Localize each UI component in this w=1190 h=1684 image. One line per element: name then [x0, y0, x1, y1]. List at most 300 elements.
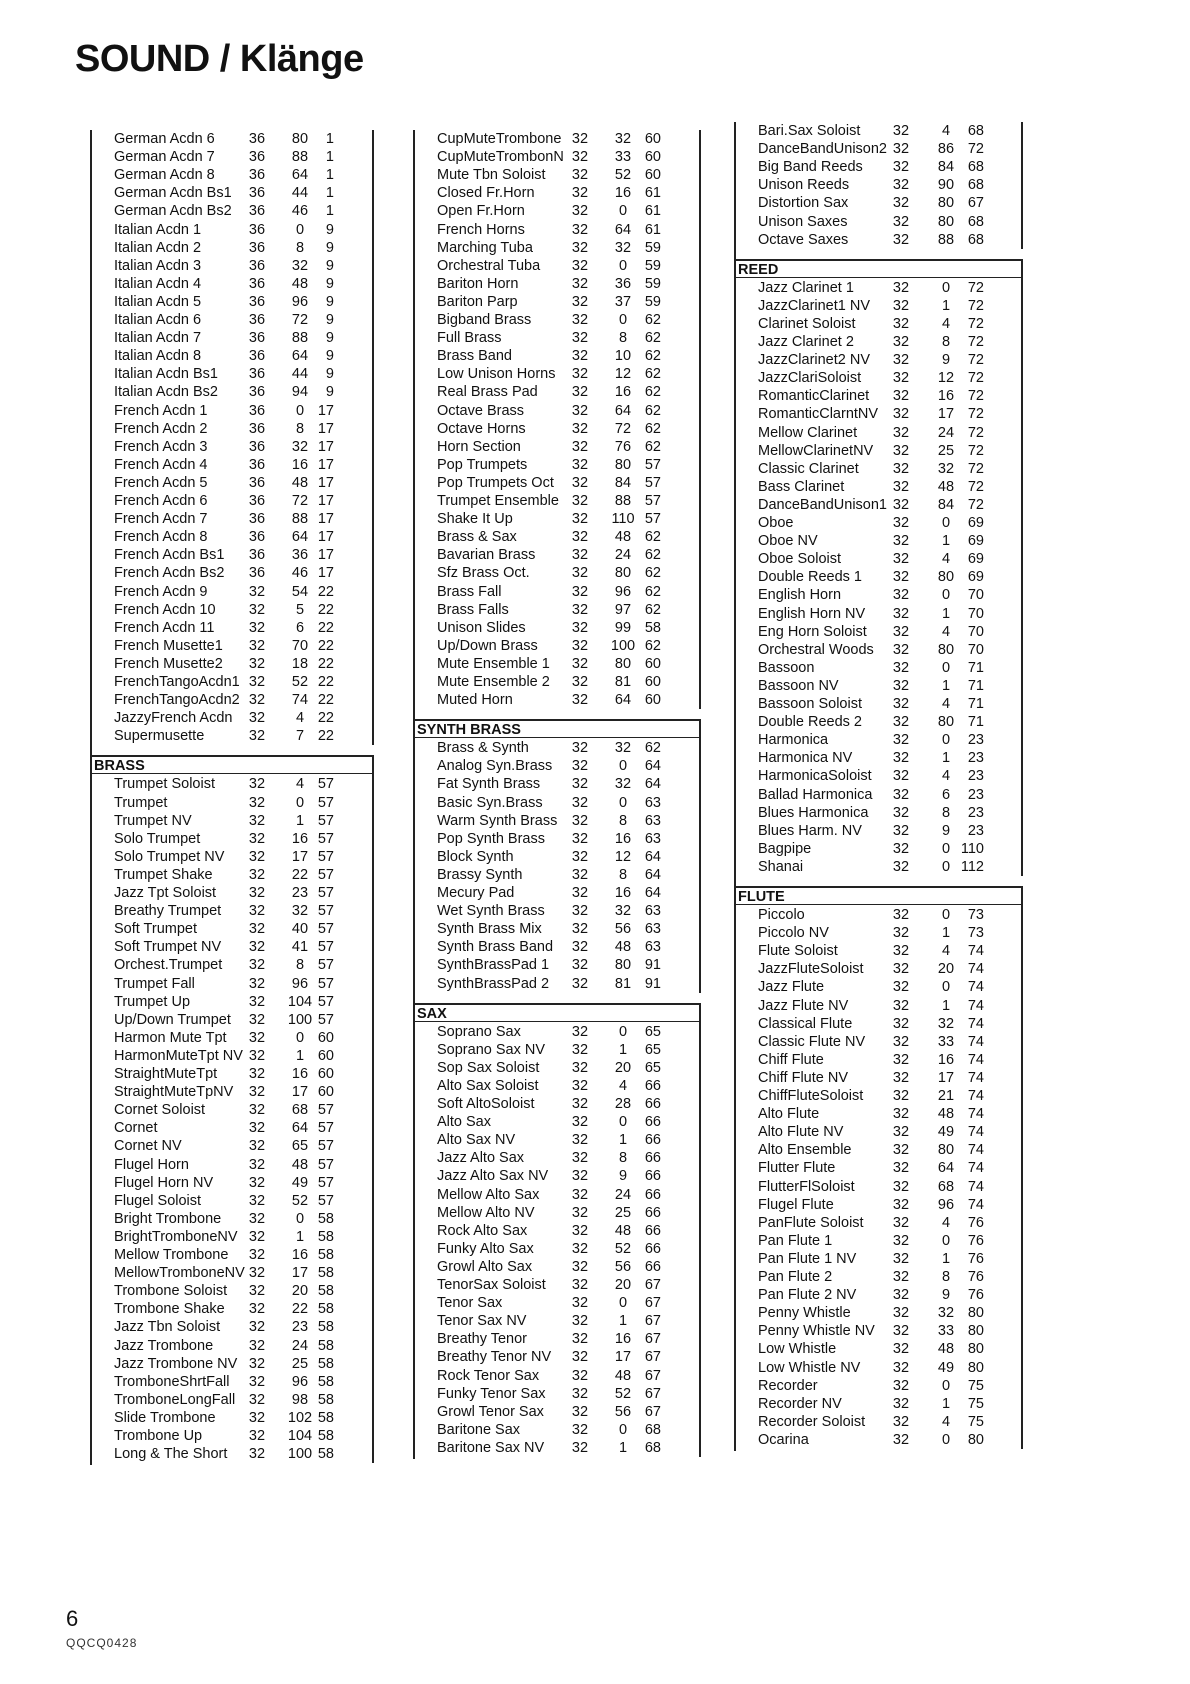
voice-name: Unison Slides — [437, 619, 526, 636]
voice-name: Marching Tuba — [437, 239, 533, 256]
lsb-value: 84 — [937, 159, 955, 176]
program-number: 17 — [317, 456, 334, 473]
lsb-value: 8 — [618, 1150, 628, 1167]
section-right-border — [415, 719, 701, 992]
voice-name: Soft AltoSoloist — [437, 1096, 535, 1112]
lsb-value: 0 — [941, 858, 951, 875]
lsb-value: 44 — [291, 185, 309, 202]
lsb-value: 1 — [941, 533, 951, 550]
program-number: 59 — [644, 275, 661, 292]
msb-value: 32 — [248, 1301, 266, 1318]
voice-name: Breathy Tenor NV — [437, 1349, 552, 1366]
msb-value: 32 — [892, 1250, 910, 1267]
msb-value: 32 — [571, 456, 589, 473]
lsb-value: 4 — [618, 1077, 628, 1094]
msb-value: 32 — [892, 123, 910, 139]
voice-name: Penny Whistle NV — [758, 1323, 875, 1340]
msb-value: 32 — [571, 921, 589, 938]
lsb-value: 16 — [614, 885, 632, 901]
voice-name: French Acdn Bs2 — [114, 565, 225, 582]
lsb-value: 52 — [614, 167, 632, 184]
lsb-value: 48 — [291, 275, 309, 292]
lsb-value: 0 — [941, 659, 951, 676]
program-number: 22 — [317, 583, 334, 600]
program-number: 22 — [317, 601, 334, 618]
program-number: 62 — [644, 740, 661, 757]
lsb-value: 0 — [295, 794, 305, 811]
msb-value: 32 — [571, 239, 589, 256]
voice-name: Jazz Flute NV — [758, 997, 849, 1014]
msb-value: 32 — [892, 213, 910, 230]
msb-value: 32 — [248, 794, 266, 811]
msb-value: 32 — [892, 925, 910, 942]
lsb-value: 4 — [941, 768, 951, 785]
program-number: 61 — [644, 185, 661, 202]
program-number: 68 — [967, 231, 984, 248]
program-number: 71 — [967, 659, 984, 676]
program-number: 68 — [967, 159, 984, 176]
voice-name: German Acdn 8 — [114, 167, 215, 184]
msb-value: 32 — [892, 533, 910, 550]
program-number: 1 — [325, 185, 334, 202]
lsb-value: 0 — [618, 794, 628, 811]
lsb-value: 48 — [614, 939, 632, 956]
voice-name: Pop Trumpets Oct — [437, 474, 554, 491]
msb-value: 32 — [892, 907, 910, 923]
msb-value: 32 — [248, 1355, 266, 1372]
lsb-value: 32 — [614, 239, 632, 256]
voice-name: Ocarina — [758, 1431, 809, 1448]
msb-value: 32 — [248, 1337, 266, 1354]
voice-name: Open Fr.Horn — [437, 203, 525, 220]
voice-name: Distortion Sax — [758, 195, 849, 212]
program-number: 69 — [967, 569, 984, 586]
program-number: 23 — [967, 804, 984, 821]
program-number: 58 — [317, 1319, 334, 1336]
lsb-value: 17 — [614, 1349, 632, 1366]
voice-name: FrenchTangoAcdn2 — [114, 692, 240, 709]
lsb-value: 20 — [291, 1283, 309, 1300]
msb-value: 32 — [248, 619, 266, 636]
program-number: 60 — [644, 131, 661, 147]
msb-value: 32 — [571, 330, 589, 347]
lsb-value: 96 — [291, 1373, 309, 1390]
lsb-value: 81 — [614, 674, 632, 690]
program-number: 66 — [644, 1114, 661, 1131]
voice-name: Low Whistle NV — [758, 1359, 861, 1376]
voice-name: Tenor Sax — [437, 1295, 503, 1312]
program-number: 60 — [644, 149, 661, 166]
voice-name: Jazz Tpt Soloist — [114, 885, 217, 901]
voice-name: Brass Fall — [437, 583, 502, 600]
voice-name: Pop Synth Brass — [437, 830, 545, 847]
msb-value: 32 — [248, 1391, 266, 1408]
voice-name: Unison Saxes — [758, 213, 848, 230]
program-number: 57 — [317, 1192, 334, 1209]
program-number: 74 — [967, 997, 984, 1014]
program-number: 58 — [317, 1428, 334, 1444]
program-number: 68 — [644, 1439, 661, 1456]
msb-value: 32 — [571, 1313, 589, 1330]
voice-name: Cornet NV — [114, 1138, 182, 1155]
program-number: 74 — [967, 979, 984, 996]
msb-value: 32 — [248, 674, 266, 690]
voice-name: Bariton Parp — [437, 293, 518, 310]
lsb-value: 1 — [295, 812, 305, 829]
program-number: 58 — [317, 1301, 334, 1318]
program-number: 73 — [967, 925, 984, 942]
program-number: 66 — [644, 1186, 661, 1203]
section-right-border — [415, 1003, 701, 1457]
lsb-value: 88 — [937, 231, 955, 248]
lsb-value: 4 — [941, 696, 951, 712]
program-number: 58 — [644, 619, 661, 636]
msb-value: 36 — [248, 420, 266, 437]
msb-value: 32 — [892, 177, 910, 194]
msb-value: 32 — [248, 1156, 266, 1173]
program-number: 67 — [644, 1277, 661, 1293]
voice-name: Alto Ensemble — [758, 1142, 852, 1159]
msb-value: 32 — [571, 1186, 589, 1203]
voice-name: Recorder — [758, 1377, 818, 1394]
lsb-value: 68 — [291, 1102, 309, 1119]
voice-name: French Acdn 5 — [114, 474, 208, 491]
program-number: 9 — [325, 366, 334, 383]
voice-name: Long & The Short — [114, 1446, 228, 1463]
program-number: 91 — [644, 957, 661, 974]
voice-name: French Acdn 4 — [114, 456, 208, 473]
voice-name: French Musette1 — [114, 637, 223, 654]
voice-name: Mecury Pad — [437, 885, 515, 901]
program-number: 65 — [644, 1041, 661, 1058]
msb-value: 32 — [571, 1168, 589, 1185]
msb-value: 32 — [892, 1323, 910, 1340]
lsb-value: 96 — [937, 1196, 955, 1213]
page-number: 6 — [66, 1606, 79, 1631]
lsb-value: 8 — [295, 239, 305, 256]
msb-value: 32 — [892, 696, 910, 712]
lsb-value: 1 — [941, 297, 951, 314]
lsb-value: 52 — [614, 1240, 632, 1257]
msb-value: 32 — [248, 993, 266, 1010]
program-number: 91 — [644, 975, 661, 992]
lsb-value: 5 — [295, 601, 305, 618]
msb-value: 32 — [248, 1210, 266, 1227]
program-number: 65 — [644, 1059, 661, 1076]
lsb-value: 17 — [291, 1084, 309, 1101]
lsb-value: 80 — [937, 195, 955, 212]
msb-value: 32 — [571, 692, 589, 709]
msb-value: 32 — [892, 460, 910, 477]
msb-value: 32 — [571, 402, 589, 419]
program-number: 80 — [967, 1359, 984, 1376]
msb-value: 36 — [248, 275, 266, 292]
voice-name: Harmon Mute Tpt — [114, 1029, 227, 1046]
program-number: 64 — [644, 885, 661, 901]
lsb-value: 80 — [614, 957, 632, 974]
lsb-value: 8 — [618, 866, 628, 883]
msb-value: 36 — [248, 456, 266, 473]
program-number: 59 — [644, 257, 661, 274]
program-number: 57 — [317, 1102, 334, 1119]
voice-name: German Acdn Bs2 — [114, 203, 232, 220]
lsb-value: 9 — [941, 352, 951, 369]
voice-name: Soft Trumpet NV — [114, 939, 222, 956]
voice-name: Breathy Tenor — [437, 1331, 528, 1348]
program-number: 60 — [317, 1066, 334, 1082]
voice-name: French Musette2 — [114, 655, 223, 672]
program-number: 74 — [967, 943, 984, 960]
lsb-value: 64 — [291, 1120, 309, 1137]
program-number: 66 — [644, 1204, 661, 1221]
lsb-value: 25 — [614, 1204, 632, 1221]
program-number: 9 — [325, 221, 334, 238]
msb-value: 36 — [248, 384, 266, 401]
lsb-value: 86 — [937, 141, 955, 158]
msb-value: 36 — [248, 366, 266, 383]
voice-name: French Acdn 10 — [114, 601, 216, 618]
program-number: 70 — [967, 605, 984, 622]
voice-name: Trumpet Shake — [114, 866, 213, 883]
lsb-value: 88 — [291, 330, 309, 347]
voice-name: TromboneLongFall — [114, 1391, 236, 1408]
program-number: 80 — [967, 1341, 984, 1358]
voice-name: Piccolo — [758, 907, 805, 923]
lsb-value: 8 — [618, 812, 628, 829]
program-number: 17 — [317, 529, 334, 546]
voice-name: Slide Trombone — [114, 1409, 216, 1426]
msb-value: 32 — [571, 1367, 589, 1384]
voice-name: DanceBandUnison2 — [758, 141, 887, 158]
lsb-value: 1 — [941, 997, 951, 1014]
lsb-value: 32 — [614, 740, 632, 757]
voice-name: Jazz Clarinet 2 — [758, 334, 854, 350]
voice-name: German Acdn Bs1 — [114, 185, 232, 202]
voice-name: JazzClarinet1 NV — [758, 297, 871, 314]
msb-value: 32 — [571, 149, 589, 166]
voice-name: Trumpet Up — [114, 993, 191, 1010]
lsb-value: 0 — [941, 1232, 951, 1249]
voice-name: Double Reeds 1 — [758, 569, 862, 586]
program-number: 1 — [325, 203, 334, 220]
column-rule — [90, 130, 92, 1465]
msb-value: 32 — [571, 794, 589, 811]
program-number: 112 — [960, 858, 984, 875]
lsb-value: 56 — [614, 1403, 632, 1420]
lsb-value: 25 — [291, 1355, 309, 1372]
lsb-value: 54 — [291, 583, 309, 600]
msb-value: 32 — [892, 1431, 910, 1448]
msb-value: 32 — [892, 1287, 910, 1304]
lsb-value: 0 — [618, 1114, 628, 1131]
lsb-value: 0 — [941, 907, 951, 923]
program-number: 67 — [644, 1349, 661, 1366]
voice-name: RomanticClarntNV — [758, 406, 879, 423]
program-number: 72 — [967, 370, 984, 387]
msb-value: 32 — [248, 1319, 266, 1336]
voice-name: MellowClarinetNV — [758, 442, 874, 459]
msb-value: 32 — [892, 732, 910, 749]
lsb-value: 94 — [291, 384, 309, 401]
msb-value: 32 — [571, 384, 589, 401]
voice-name: Brass & Sax — [437, 529, 517, 546]
lsb-value: 4 — [941, 551, 951, 568]
lsb-value: 32 — [291, 257, 309, 274]
program-number: 57 — [317, 957, 334, 974]
program-number: 59 — [644, 293, 661, 310]
lsb-value: 0 — [618, 1295, 628, 1312]
lsb-value: 4 — [941, 623, 951, 640]
lsb-value: 48 — [291, 474, 309, 491]
msb-value: 32 — [571, 830, 589, 847]
section-right-border — [415, 130, 701, 709]
voice-name: Rock Tenor Sax — [437, 1367, 540, 1384]
lsb-value: 49 — [291, 1174, 309, 1191]
msb-value: 32 — [892, 406, 910, 423]
msb-value: 32 — [571, 776, 589, 793]
voice-name: Pan Flute 1 NV — [758, 1250, 857, 1267]
msb-value: 32 — [892, 997, 910, 1014]
lsb-value: 84 — [614, 474, 632, 491]
msb-value: 32 — [571, 547, 589, 564]
msb-value: 32 — [248, 1446, 266, 1463]
lsb-value: 8 — [295, 957, 305, 974]
lsb-value: 17 — [937, 406, 955, 423]
program-number: 75 — [967, 1395, 984, 1412]
voice-name: French Horns — [437, 221, 525, 238]
program-number: 57 — [317, 848, 334, 865]
program-number: 22 — [317, 637, 334, 654]
voice-name: Jazz Trombone NV — [114, 1355, 238, 1372]
program-number: 63 — [644, 939, 661, 956]
voice-name: RomanticClarinet — [758, 388, 870, 405]
lsb-value: 44 — [291, 366, 309, 383]
msb-value: 36 — [248, 493, 266, 509]
msb-value: 32 — [248, 1174, 266, 1191]
lsb-value: 23 — [291, 885, 309, 901]
column-rule — [413, 130, 415, 1459]
program-number: 75 — [967, 1413, 984, 1430]
voice-name: Trombone Soloist — [114, 1283, 228, 1300]
msb-value: 32 — [571, 1204, 589, 1221]
lsb-value: 80 — [937, 714, 955, 731]
lsb-value: 49 — [937, 1359, 955, 1376]
program-number: 9 — [325, 348, 334, 365]
program-number: 68 — [967, 123, 984, 139]
voice-name: BrightTromboneNV — [114, 1228, 238, 1245]
lsb-value: 65 — [291, 1138, 309, 1155]
msb-value: 32 — [892, 569, 910, 586]
program-number: 64 — [644, 848, 661, 865]
lsb-value: 32 — [937, 460, 955, 477]
msb-value: 32 — [248, 1247, 266, 1263]
msb-value: 32 — [892, 478, 910, 495]
voice-name: French Acdn 9 — [114, 583, 208, 600]
msb-value: 32 — [892, 388, 910, 405]
program-number: 57 — [317, 885, 334, 901]
msb-value: 32 — [892, 1106, 910, 1123]
voice-name: Synth Brass Band — [437, 939, 554, 956]
program-number: 57 — [317, 1174, 334, 1191]
msb-value: 32 — [892, 804, 910, 821]
program-number: 72 — [967, 478, 984, 495]
lsb-value: 32 — [291, 438, 309, 455]
lsb-value: 68 — [937, 1178, 955, 1195]
msb-value: 36 — [248, 402, 266, 419]
msb-value: 32 — [571, 637, 589, 654]
lsb-value: 20 — [614, 1059, 632, 1076]
voice-name: Brass Falls — [437, 601, 509, 618]
program-number: 80 — [967, 1323, 984, 1340]
msb-value: 32 — [571, 1295, 589, 1312]
lsb-value: 52 — [614, 1385, 632, 1402]
program-number: 9 — [325, 275, 334, 292]
voice-name: German Acdn 6 — [114, 131, 215, 147]
program-number: 62 — [644, 565, 661, 582]
msb-value: 32 — [248, 1138, 266, 1155]
lsb-value: 4 — [941, 1214, 951, 1231]
lsb-value: 12 — [614, 848, 632, 865]
program-number: 72 — [967, 442, 984, 459]
lsb-value: 64 — [614, 402, 632, 419]
lsb-value: 16 — [291, 1066, 309, 1082]
msb-value: 36 — [248, 239, 266, 256]
lsb-value: 98 — [291, 1391, 309, 1408]
lsb-value: 23 — [291, 1319, 309, 1336]
voice-name: Trumpet Fall — [114, 975, 195, 992]
msb-value: 32 — [571, 601, 589, 618]
msb-value: 32 — [571, 565, 589, 582]
voice-name: FlutterFlSoloist — [758, 1178, 855, 1195]
lsb-value: 0 — [941, 732, 951, 749]
program-number: 57 — [317, 866, 334, 883]
msb-value: 32 — [571, 1240, 589, 1257]
lsb-value: 17 — [937, 1069, 955, 1086]
voice-name: Pan Flute 2 — [758, 1269, 833, 1285]
program-number: 70 — [967, 587, 984, 604]
msb-value: 32 — [571, 1331, 589, 1348]
lsb-value: 81 — [614, 975, 632, 992]
program-number: 60 — [644, 655, 661, 672]
program-number: 9 — [325, 384, 334, 401]
program-number: 76 — [967, 1269, 984, 1285]
lsb-value: 24 — [937, 424, 955, 441]
voice-name: Funky Tenor Sax — [437, 1385, 546, 1402]
program-number: 72 — [967, 297, 984, 314]
msb-value: 32 — [571, 293, 589, 310]
msb-value: 32 — [571, 1096, 589, 1112]
voice-name: Clarinet Soloist — [758, 315, 856, 332]
msb-value: 32 — [892, 159, 910, 176]
lsb-value: 9 — [941, 1287, 951, 1304]
voice-name: Growl Alto Sax — [437, 1258, 533, 1275]
lsb-value: 16 — [614, 185, 632, 202]
msb-value: 32 — [892, 822, 910, 839]
msb-value: 32 — [892, 677, 910, 694]
msb-value: 32 — [892, 141, 910, 158]
msb-value: 32 — [892, 1196, 910, 1213]
voice-name: Trumpet Ensemble — [437, 493, 559, 509]
program-number: 61 — [644, 221, 661, 238]
msb-value: 36 — [248, 474, 266, 491]
program-number: 57 — [317, 1156, 334, 1173]
msb-value: 32 — [571, 903, 589, 920]
voice-name: StraightMuteTpNV — [114, 1084, 234, 1101]
msb-value: 32 — [892, 1033, 910, 1050]
voice-name: Octave Brass — [437, 402, 525, 419]
program-number: 63 — [644, 812, 661, 829]
lsb-value: 16 — [291, 830, 309, 847]
